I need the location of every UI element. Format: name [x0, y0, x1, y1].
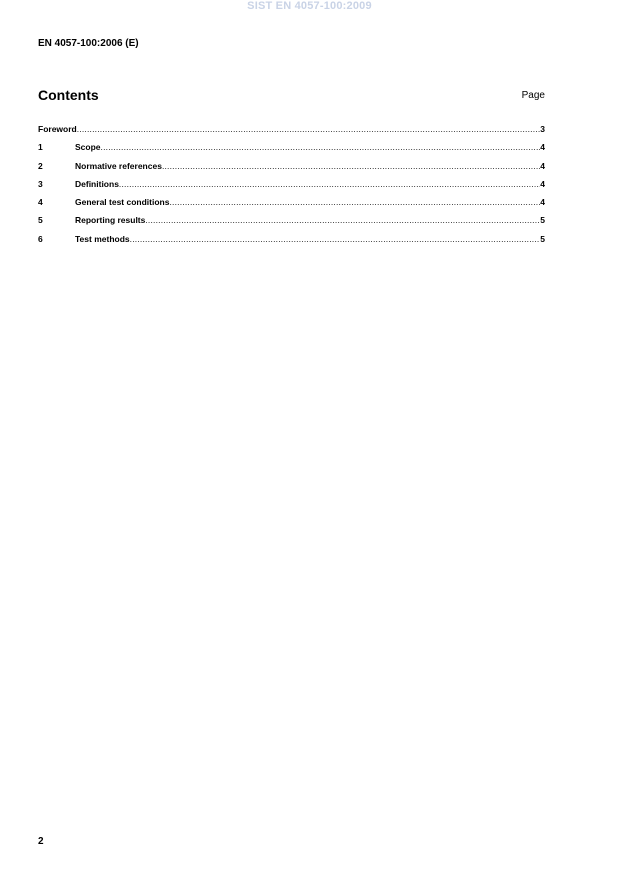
toc-entry-page: 4 [540, 197, 545, 208]
toc-entry-page: 4 [540, 160, 545, 171]
toc-entry-title: General test conditions [75, 197, 170, 208]
toc-dot-leader [119, 179, 540, 189]
toc-entry-normative-references[interactable] [38, 161, 545, 179]
toc-entry-definitions[interactable] [38, 179, 545, 197]
toc-entry-title: Normative references [75, 160, 162, 171]
toc-dot-leader [162, 161, 540, 171]
toc-entry-number: 1 [38, 142, 43, 153]
toc-entry-reporting-results[interactable] [38, 215, 545, 233]
toc-entry-page: 5 [540, 215, 545, 226]
toc-entry-number: 4 [38, 197, 43, 208]
toc-entry-title: Definitions [75, 178, 119, 189]
document-id-header: EN 4057-100:2006 (E) [38, 38, 139, 49]
toc-entry-test-methods[interactable] [38, 234, 545, 252]
toc-entry-title: Test methods [75, 233, 130, 244]
toc-entry-number: 3 [38, 178, 43, 189]
page-column-label: Page [521, 90, 545, 101]
toc-dot-leader [145, 215, 540, 225]
toc-entry-title: Foreword [38, 124, 77, 134]
table-of-contents [38, 124, 545, 252]
toc-dot-leader [169, 197, 540, 207]
page-number: 2 [38, 836, 44, 847]
toc-entry-foreword[interactable] [38, 124, 545, 142]
toc-dot-leader [77, 124, 541, 134]
toc-entry-page: 4 [540, 142, 545, 153]
toc-entry-number: 6 [38, 233, 43, 244]
contents-heading: Contents [38, 87, 99, 103]
toc-entry-page: 3 [540, 124, 545, 134]
toc-entry-number: 5 [38, 215, 43, 226]
toc-dot-leader [101, 142, 541, 152]
toc-entry-scope[interactable] [38, 142, 545, 160]
toc-entry-title: Scope [75, 142, 101, 153]
toc-dot-leader [130, 234, 541, 244]
toc-entry-number: 2 [38, 160, 43, 171]
watermark-text: SIST EN 4057-100:2009 [247, 0, 372, 12]
toc-entry-page: 4 [540, 178, 545, 189]
toc-entry-page: 5 [540, 233, 545, 244]
toc-entry-general-test-conditions[interactable] [38, 197, 545, 215]
toc-entry-title: Reporting results [75, 215, 146, 226]
